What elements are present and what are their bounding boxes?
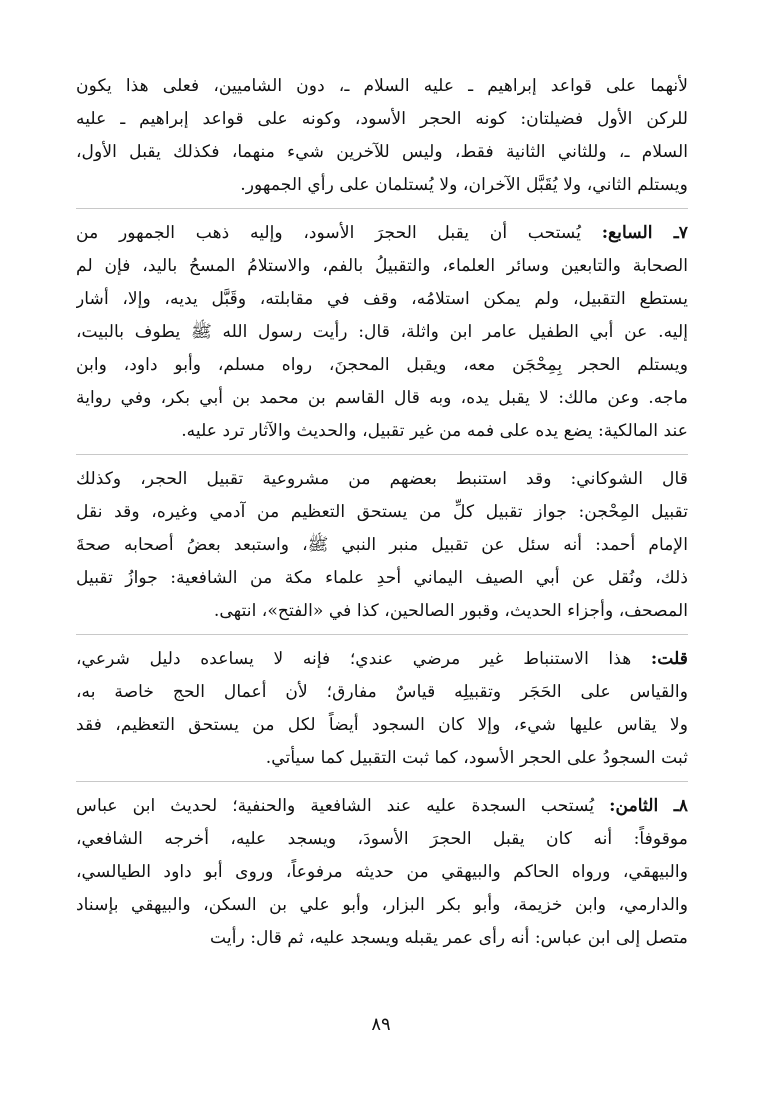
line-text: والبيهقي، ورواه الحاكم والبيهقي من حديثه مرفوعاً، وروى أبو داود الطيالسي، <box>76 862 688 882</box>
text-line <box>76 70 688 103</box>
line-text: والدارمي، وابن خزيمة، وأبو بكر البزار، وأبو علي بن السكن، والبيهقي بإسناد <box>76 895 688 915</box>
paragraph <box>76 70 688 202</box>
page-body <box>76 70 688 955</box>
line-text: عند المالكية: يضع يده على فمه من غير تقبيل، والحديث والآثار ترد عليه. <box>181 421 688 441</box>
text-line <box>76 349 688 382</box>
section-lead: قلت: <box>650 649 688 669</box>
text-line <box>76 316 688 349</box>
text-line <box>76 889 688 922</box>
paragraph <box>76 790 688 955</box>
line-text: قال الشوكاني: وقد استنبط بعضهم من مشروعية تقبيل الحجر، وكذلك <box>76 469 688 489</box>
page-number: ٨٩ <box>371 1014 391 1035</box>
text-line <box>76 382 688 415</box>
text-line <box>76 250 688 283</box>
text-line <box>76 595 688 628</box>
line-text: هذا الاستنباط غير مرضي عندي؛ فإنه لا يساعده دليل شرعي، <box>76 649 651 669</box>
text-line <box>76 856 688 889</box>
paragraph-divider <box>76 454 688 456</box>
text-line <box>76 529 688 562</box>
line-text: ماجه. وعن مالك: لا يقبل يده، وبه قال القاسم بن محمد بن أبي بكر، وفي رواية <box>76 388 688 408</box>
text-line <box>76 790 688 823</box>
line-text: السلام ـ، وللثاني الثانية فقط، وليس للآخرين شيء منهما، فكذلك يقبل الأول، <box>76 142 688 162</box>
line-text: يستطع التقبيل، ولم يمكن استلامُه، وقف في مقابلته، وقَبَّل يديه، وإلا، أشار <box>76 289 688 309</box>
text-line <box>76 496 688 529</box>
text-line <box>76 823 688 856</box>
line-text: ثبت السجودُ على الحجر الأسود، كما ثبت التقبيل كما سيأتي. <box>265 748 688 768</box>
line-text: موقوفاً: أنه كان يقبل الحجرَ الأسودَ، ويسجد عليه، أخرجه الشافعي، <box>76 829 688 849</box>
text-line <box>76 169 688 202</box>
line-text: ذلك، ونُقل عن أبي الصيف اليماني أحدِ علماء مكة من الشافعية: جوازُ تقبيل <box>76 568 688 588</box>
text-line <box>76 217 688 250</box>
paragraph-divider <box>76 634 688 636</box>
text-line <box>76 709 688 742</box>
line-text: الإمام أحمد: أنه سئل عن تقبيل منبر النبي ﷺ، واستبعد بعضُ أصحابه صحةَ <box>76 535 688 555</box>
text-line <box>76 136 688 169</box>
text-line <box>76 643 688 676</box>
line-text: تقبيل المِحْجن: جواز تقبيل كلِّ من يستحق التعظيم من آدمي وغيره، وقد نقل <box>76 502 688 522</box>
line-text: والقياس على الحَجَر وتقبيلِه قياسٌ مفارق؛ لأن أعمال الحج خاصة به، <box>76 682 688 702</box>
line-text: يُستحب السجدة عليه عند الشافعية والحنفية؛ لحديث ابن عباس <box>76 796 610 816</box>
text-line <box>76 922 688 955</box>
line-text: لأنهما على قواعد إبراهيم ـ عليه السلام ـ، دون الشاميين، فعلى هذا يكون <box>76 76 688 96</box>
line-text: ويستلم الحجر بِمِحْجَن معه، ويقبل المحجنَ، رواه مسلم، وأبو داود، وابن <box>76 355 688 375</box>
line-text: ويستلم الثاني، ولا يُقَبَّل الآخران، ولا يُستلمان على رأي الجمهور. <box>240 175 688 195</box>
paragraph <box>76 463 688 628</box>
text-line <box>76 742 688 775</box>
line-text: متصل إلى ابن عباس: أنه رأى عمر يقبله ويسجد عليه، ثم قال: رأيت <box>210 928 688 948</box>
text-line <box>76 283 688 316</box>
line-text: يُستحب أن يقبل الحجرَ الأسود، وإليه ذهب الجمهور من <box>76 223 602 243</box>
text-line <box>76 676 688 709</box>
paragraph <box>76 217 688 448</box>
text-line <box>76 415 688 448</box>
text-line <box>76 463 688 496</box>
section-lead: ٨ـ الثامن: <box>609 796 688 816</box>
line-text: ولا يقاس عليها شيء، وإلا كان السجود أيضاً لكل من يستحق التعظيم، فقد <box>76 715 688 735</box>
line-text: إليه. عن أبي الطفيل عامر ابن واثلة، قال: رأيت رسول الله ﷺ يطوف بالبيت، <box>76 322 688 342</box>
paragraph-divider <box>76 208 688 210</box>
paragraph <box>76 643 688 775</box>
line-text: للركن الأول فضيلتان: كونه الحجر الأسود، وكونه على قواعد إبراهيم ـ عليه <box>76 109 688 129</box>
paragraph-divider <box>76 781 688 783</box>
line-text: المصحف، وأجزاء الحديث، وقبور الصالحين، كذا في «الفتح»، انتهى. <box>213 601 688 621</box>
text-line <box>76 103 688 136</box>
line-text: الصحابة والتابعين وسائر العلماء، والتقبيلُ بالفم، والاستلامُ المسحُ باليد، فإن لم <box>76 256 688 276</box>
section-lead: ٧ـ السابع: <box>601 223 688 243</box>
text-line <box>76 562 688 595</box>
